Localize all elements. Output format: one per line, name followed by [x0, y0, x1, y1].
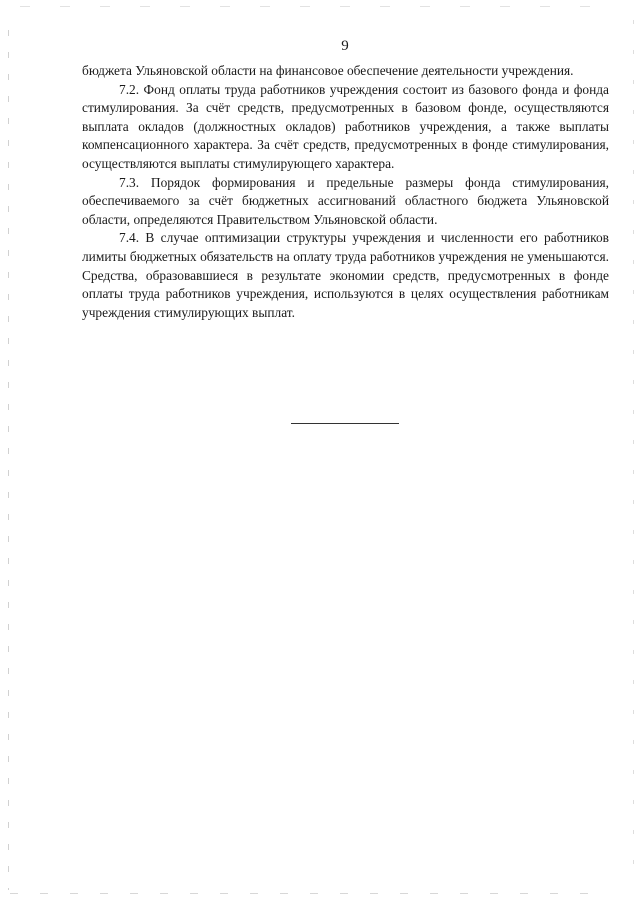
paragraph-continuation: бюджета Ульяновской области на финансовое обеспечение деятельности учреждения. — [82, 63, 574, 78]
page-number: 9 — [341, 38, 349, 54]
scan-artifact-top — [20, 6, 620, 7]
document-body — [82, 62, 609, 322]
end-divider-line — [291, 423, 399, 424]
scan-artifact-bottom — [10, 893, 610, 894]
scan-artifact-right — [633, 20, 634, 890]
scan-artifact-left — [8, 30, 9, 890]
paragraph-7-3: 7.3. Порядок формирования и предельные размеры фонда стимулирования, обеспечиваемого за счёт бюджетных ассигнований областного бюджета Ульяновской области, определяются Правительством Ульяновской области. — [82, 174, 609, 227]
paragraph-7-2: 7.2. Фонд оплаты труда работников учреждения состоит из базового фонда и фонда стимулирования. За счёт средств, предусмотренных в базовом фонде, осуществляются выплата окладов (должностных окладов) работников учреждения, а также выплаты компенсационного характера. За счёт средств, предусмотренных в фонде стимулирования, осуществляются выплаты стимулирующего характера. — [82, 81, 609, 171]
paragraph-7-4: 7.4. В случае оптимизации структуры учреждения и численности его работников лимиты бюджетных обязательств на оплату труда работников учреждения не уменьшаются. Средства, образовавшиеся в результате экономии средств, предусмотренных в фонде оплаты труда работников учреждения, используются в целях осуществления работникам учреждения стимулирующих выплат. — [82, 230, 609, 320]
